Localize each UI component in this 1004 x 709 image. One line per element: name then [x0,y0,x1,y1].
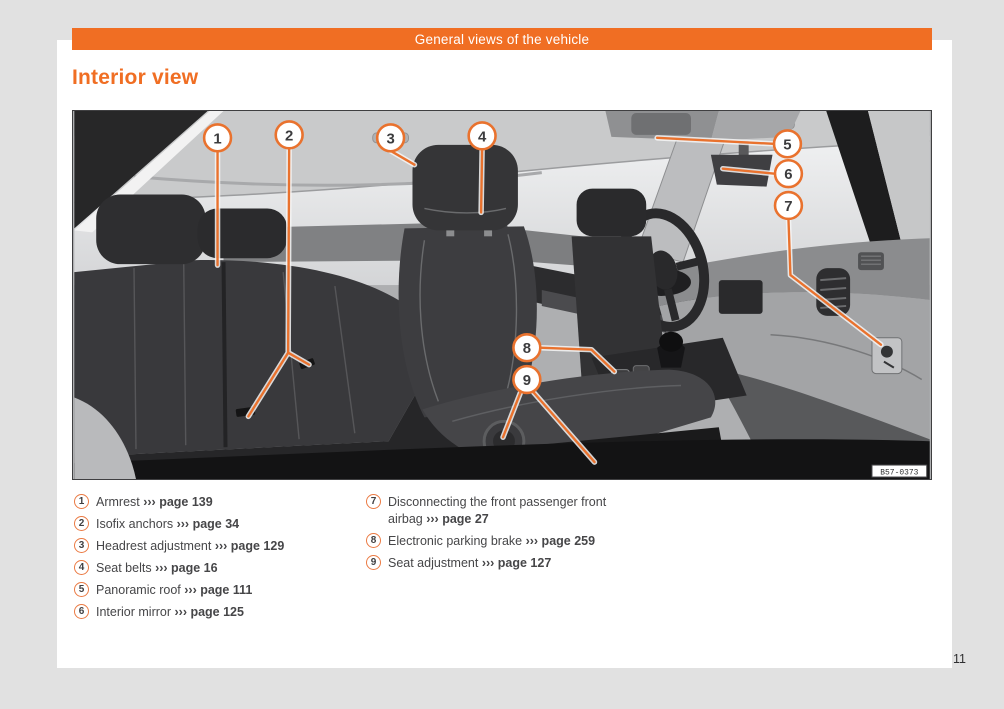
legend-item [74,560,359,577]
legend-item [74,494,359,511]
rear-headrest-left [96,195,205,265]
callout-8-num: 8 [522,341,532,358]
legend-number-badge [74,604,89,619]
image-code-text: B57-0373 [880,468,919,478]
legend-label: Interior mirror [96,605,172,619]
callout-7-num: 7 [784,198,793,215]
legend-label: Disconnecting the front passenger front airbag [388,495,607,526]
speaker-grille [858,252,884,270]
legend-number: 6 [78,606,85,617]
legend-number-badge [74,560,89,575]
chapter-banner-label: General views of the vehicle [414,31,590,47]
legend-label: Electronic parking brake [388,534,523,548]
legend-item [366,555,634,572]
driver-headrest [577,189,647,237]
legend-page-ref: ››› page 139 [143,495,213,509]
page-number: 11 [953,652,966,666]
legend-page-ref: ››› page 111 [184,583,253,597]
legend-number: 9 [370,557,377,568]
legend-number: 8 [370,535,377,546]
legend-page-ref: ››› page 16 [155,561,218,575]
legend-number: 7 [370,496,377,507]
legend-label: Headrest adjustment [96,539,212,553]
image-code-label [872,465,927,477]
legend-item [74,538,359,555]
legend-page-ref: ››› page 259 [525,534,596,548]
legend-number: 5 [78,584,85,595]
legend-label: Seat belts [96,561,152,575]
legend-number-badge [74,538,89,553]
legend-item [74,582,359,599]
callout-3-num: 3 [386,131,395,148]
legend-page-ref: ››› page 129 [214,539,285,553]
rear-headrest-right [198,208,288,258]
legend-number: 4 [78,562,85,573]
legend-number-badge [74,516,89,531]
leader-4 [481,149,482,213]
legend-column-left [74,494,359,626]
overhead-console [631,113,691,135]
callout-9-num: 9 [522,373,532,390]
page-title: Interior view [72,66,199,89]
callout-4-num: 4 [477,129,487,146]
front-headrest [412,145,517,231]
gear-shifter-knob [659,332,683,352]
legend-page-ref: ››› page 125 [174,605,244,619]
legend-number: 3 [78,540,85,551]
legend-label: Isofix anchors [96,517,174,531]
legend-item [366,494,634,528]
legend-label: Armrest [96,495,140,509]
legend-number-badge [74,494,89,509]
legend-page-ref: ››› page 27 [426,512,489,526]
center-display [719,280,763,314]
legend-label: Panoramic roof [96,583,181,597]
legend-page-ref: ››› page 34 [176,517,240,531]
chapter-banner [72,28,932,50]
legend-column-right [366,494,634,577]
interior-illustration [73,111,931,479]
legend-number-badge [366,555,381,570]
callout-6-num: 6 [784,167,793,184]
legend-label: Seat adjustment [388,556,479,570]
legend-number-badge [366,494,381,509]
rear-seat-center-seam [224,262,226,447]
legend-page-ref: ››› page 127 [481,556,552,570]
interior-view-figure [72,110,932,480]
rear-seat-back [74,260,428,457]
legend-item [74,604,359,621]
legend-number-badge [74,582,89,597]
callout-5-num: 5 [783,137,792,154]
legend-number: 1 [78,496,85,507]
legend-item [366,533,634,550]
legend-number: 2 [78,518,85,529]
legend-number-badge [366,533,381,548]
callout-2-num: 2 [285,128,294,145]
legend-item [74,516,359,533]
callout-1-num: 1 [213,131,222,148]
